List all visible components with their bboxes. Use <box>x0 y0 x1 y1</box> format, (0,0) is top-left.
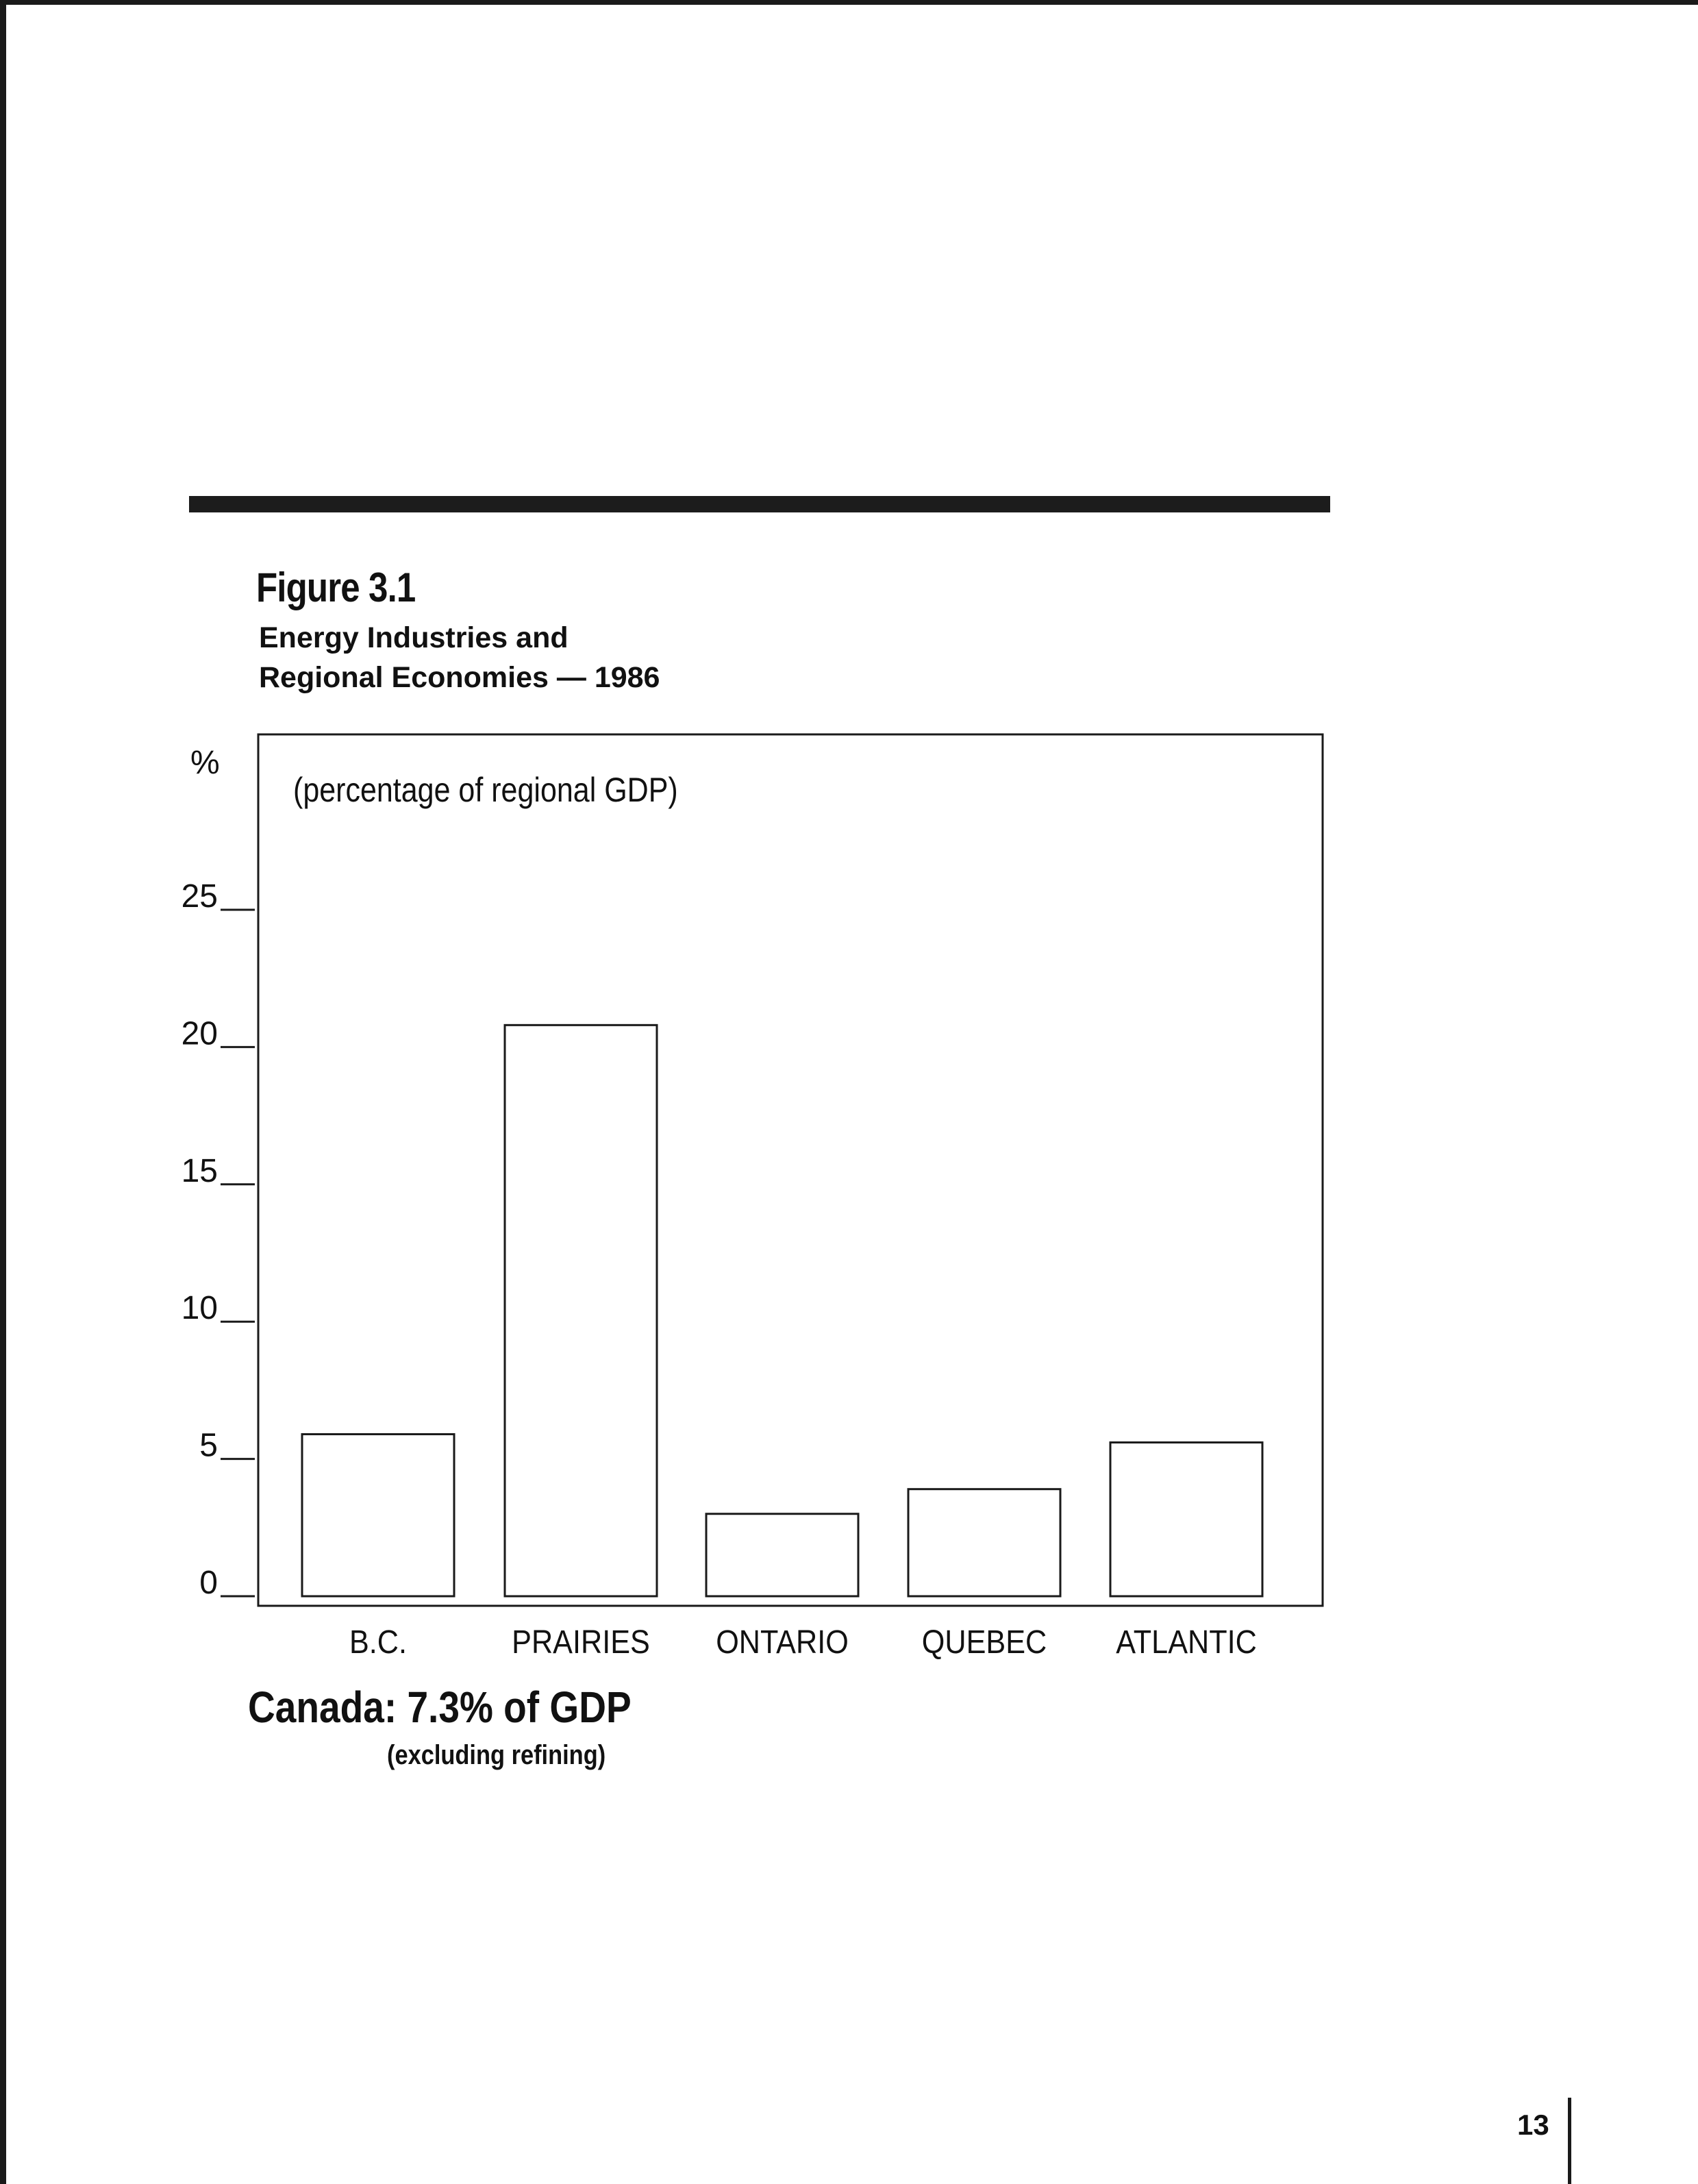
bar-prairies <box>505 1025 657 1596</box>
bar-b-c <box>302 1435 454 1596</box>
y-tick-label: 5 <box>199 1427 218 1464</box>
bars <box>302 1025 1262 1596</box>
bar-atlantic <box>1110 1443 1262 1596</box>
y-tick-label: 15 <box>181 1152 218 1189</box>
figure-title-line-2: Regional Economies — 1986 <box>259 661 660 694</box>
bar-ontario <box>706 1514 858 1596</box>
x-tick-label: ONTARIO <box>716 1624 849 1661</box>
page-number: 13 <box>1517 2109 1549 2141</box>
x-tick-label: ATLANTIC <box>1116 1624 1257 1661</box>
y-tick-label: 20 <box>181 1015 218 1052</box>
figure-title-line-1: Energy Industries and <box>259 621 569 654</box>
canada-summary-note: (excluding refining) <box>387 1740 606 1770</box>
y-axis-label: % <box>190 745 220 781</box>
y-tick-label: 0 <box>199 1565 218 1601</box>
y-axis-ticks <box>182 878 255 1601</box>
y-tick-label: 25 <box>181 878 218 915</box>
x-tick-label: B.C. <box>349 1624 408 1661</box>
bar-quebec <box>908 1489 1060 1596</box>
canada-summary: Canada: 7.3% of GDP <box>248 1683 632 1732</box>
x-tick-label: QUEBEC <box>921 1624 1047 1661</box>
chart-note: (percentage of regional GDP) <box>293 771 678 809</box>
figure-label: Figure 3.1 <box>256 564 416 610</box>
x-tick-label: PRAIRIES <box>512 1624 650 1661</box>
page-edge-bar <box>1568 2098 1571 2184</box>
y-tick-label: 10 <box>181 1290 218 1327</box>
